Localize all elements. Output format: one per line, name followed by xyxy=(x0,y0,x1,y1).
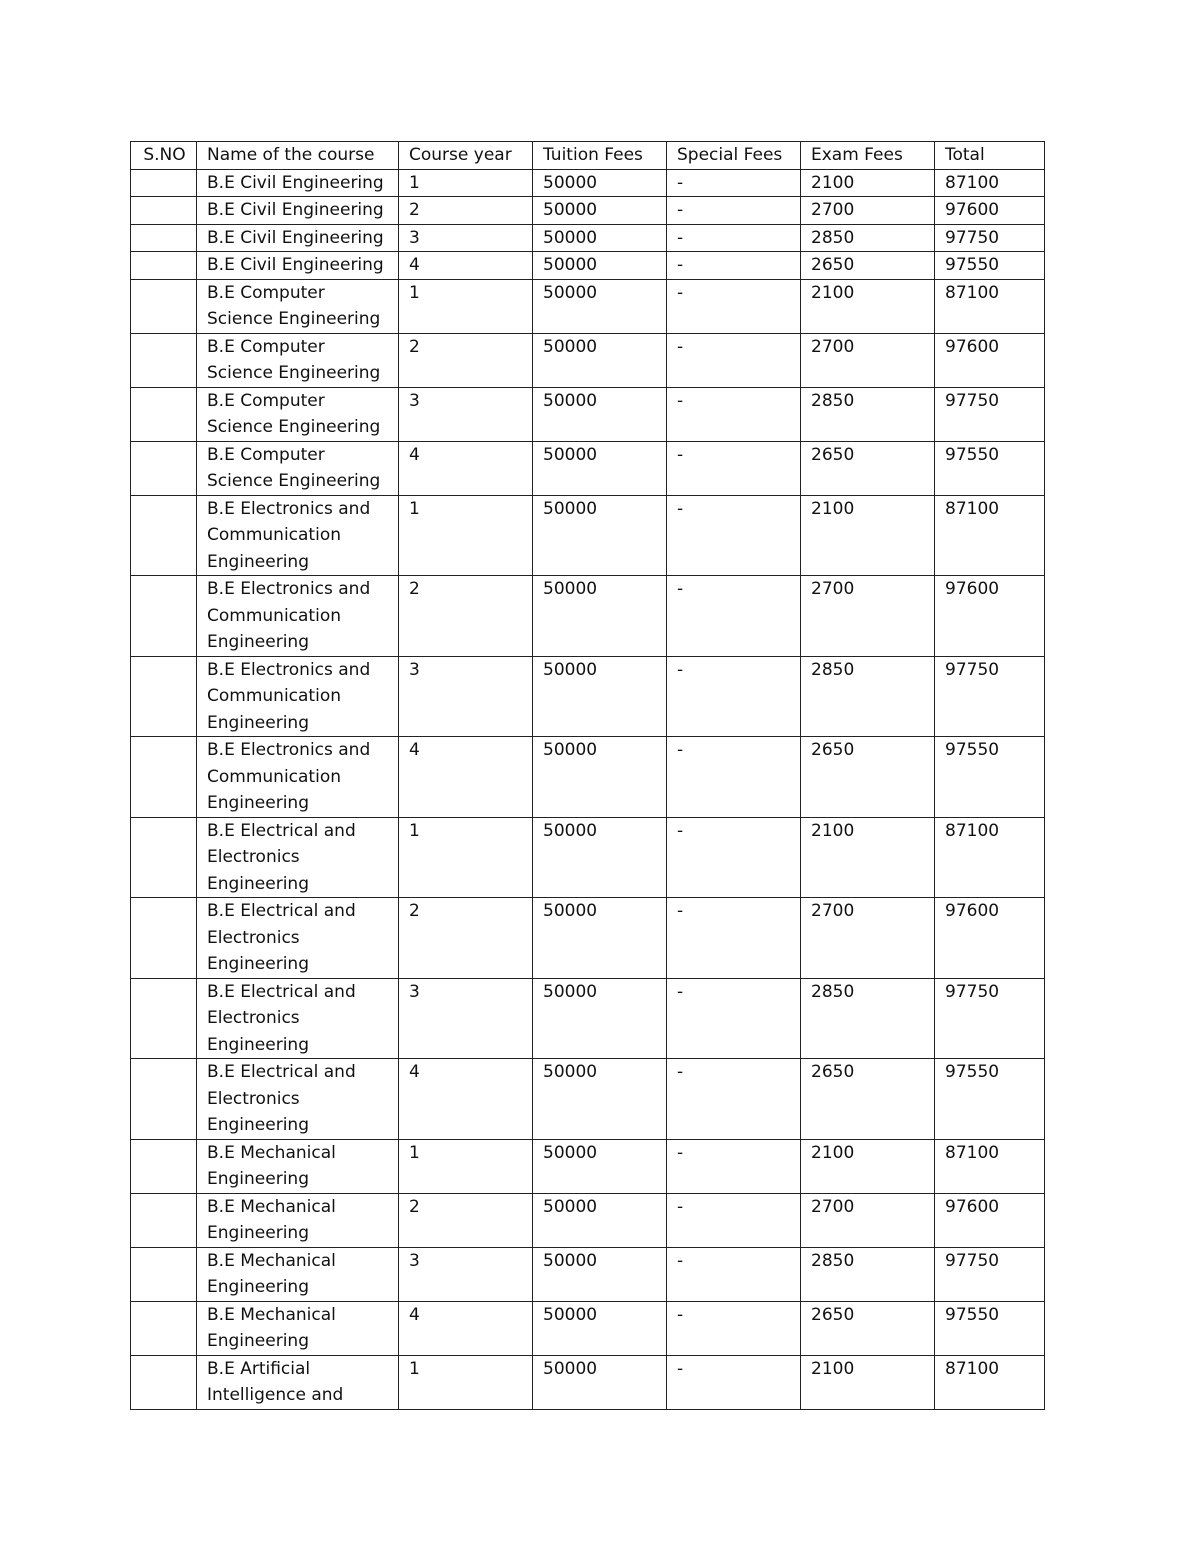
cell-course-name: B.E Electronics and Communication Engineering xyxy=(197,495,399,576)
table-row xyxy=(131,978,1045,1059)
cell-sno xyxy=(131,252,197,280)
cell-exam-fees: 2850 xyxy=(801,224,935,252)
cell-sno xyxy=(131,495,197,576)
table-row xyxy=(131,1193,1045,1247)
table-body xyxy=(131,169,1045,1409)
cell-total: 97550 xyxy=(935,441,1045,495)
cell-total: 87100 xyxy=(935,495,1045,576)
cell-sno xyxy=(131,898,197,979)
table-row xyxy=(131,1247,1045,1301)
cell-sno xyxy=(131,441,197,495)
cell-course-year: 1 xyxy=(399,169,533,197)
cell-course-year: 1 xyxy=(399,1355,533,1409)
cell-course-name: B.E Civil Engineering xyxy=(197,197,399,225)
cell-tuition-fees: 50000 xyxy=(533,1059,667,1140)
cell-course-name: B.E Mechanical Engineering xyxy=(197,1301,399,1355)
table-row xyxy=(131,197,1045,225)
table-row xyxy=(131,737,1045,818)
cell-tuition-fees: 50000 xyxy=(533,978,667,1059)
cell-special-fees: - xyxy=(667,279,801,333)
cell-special-fees: - xyxy=(667,817,801,898)
cell-course-year: 3 xyxy=(399,656,533,737)
cell-exam-fees: 2700 xyxy=(801,333,935,387)
cell-sno xyxy=(131,224,197,252)
cell-course-name: B.E Computer Science Engineering xyxy=(197,333,399,387)
cell-tuition-fees: 50000 xyxy=(533,333,667,387)
cell-course-year: 4 xyxy=(399,737,533,818)
cell-total: 97600 xyxy=(935,197,1045,225)
cell-course-name: B.E Electronics and Communication Engineering xyxy=(197,737,399,818)
cell-exam-fees: 2650 xyxy=(801,1059,935,1140)
cell-course-name: B.E Electrical and Electronics Engineering xyxy=(197,817,399,898)
cell-total: 97750 xyxy=(935,1247,1045,1301)
header-sno: S.NO xyxy=(131,142,197,170)
cell-total: 97750 xyxy=(935,387,1045,441)
cell-total: 97600 xyxy=(935,1193,1045,1247)
cell-course-name: B.E Computer Science Engineering xyxy=(197,441,399,495)
cell-total: 97750 xyxy=(935,978,1045,1059)
header-course-year: Course year xyxy=(399,142,533,170)
table-row xyxy=(131,279,1045,333)
cell-special-fees: - xyxy=(667,169,801,197)
cell-total: 97550 xyxy=(935,1059,1045,1140)
cell-special-fees: - xyxy=(667,224,801,252)
cell-course-name: B.E Civil Engineering xyxy=(197,224,399,252)
cell-course-name: B.E Mechanical Engineering xyxy=(197,1247,399,1301)
cell-exam-fees: 2100 xyxy=(801,817,935,898)
cell-course-year: 2 xyxy=(399,333,533,387)
cell-course-year: 4 xyxy=(399,1301,533,1355)
cell-tuition-fees: 50000 xyxy=(533,898,667,979)
cell-total: 97550 xyxy=(935,1301,1045,1355)
cell-course-year: 1 xyxy=(399,495,533,576)
cell-sno xyxy=(131,1247,197,1301)
cell-total: 97750 xyxy=(935,656,1045,737)
cell-tuition-fees: 50000 xyxy=(533,197,667,225)
cell-special-fees: - xyxy=(667,1059,801,1140)
fees-table xyxy=(130,141,1045,1410)
table-row xyxy=(131,224,1045,252)
cell-tuition-fees: 50000 xyxy=(533,1247,667,1301)
cell-course-year: 2 xyxy=(399,197,533,225)
cell-special-fees: - xyxy=(667,1247,801,1301)
cell-tuition-fees: 50000 xyxy=(533,169,667,197)
cell-total: 97600 xyxy=(935,576,1045,657)
cell-course-year: 3 xyxy=(399,387,533,441)
cell-exam-fees: 2850 xyxy=(801,978,935,1059)
cell-course-name: B.E Artificial Intelligence and xyxy=(197,1355,399,1409)
cell-special-fees: - xyxy=(667,737,801,818)
cell-sno xyxy=(131,333,197,387)
table-row xyxy=(131,1059,1045,1140)
cell-course-name: B.E Mechanical Engineering xyxy=(197,1139,399,1193)
cell-course-name: B.E Computer Science Engineering xyxy=(197,387,399,441)
table-row xyxy=(131,898,1045,979)
cell-course-year: 1 xyxy=(399,817,533,898)
cell-tuition-fees: 50000 xyxy=(533,737,667,818)
cell-course-year: 4 xyxy=(399,252,533,280)
cell-tuition-fees: 50000 xyxy=(533,1139,667,1193)
table-row xyxy=(131,387,1045,441)
table-row xyxy=(131,495,1045,576)
cell-course-year: 2 xyxy=(399,1193,533,1247)
table-row xyxy=(131,1355,1045,1409)
cell-course-year: 3 xyxy=(399,978,533,1059)
cell-special-fees: - xyxy=(667,441,801,495)
cell-exam-fees: 2650 xyxy=(801,441,935,495)
table-row xyxy=(131,817,1045,898)
cell-special-fees: - xyxy=(667,333,801,387)
cell-tuition-fees: 50000 xyxy=(533,441,667,495)
cell-special-fees: - xyxy=(667,1139,801,1193)
table-row xyxy=(131,656,1045,737)
cell-tuition-fees: 50000 xyxy=(533,1193,667,1247)
cell-sno xyxy=(131,1301,197,1355)
cell-course-year: 4 xyxy=(399,1059,533,1140)
cell-total: 87100 xyxy=(935,279,1045,333)
cell-exam-fees: 2100 xyxy=(801,495,935,576)
cell-course-year: 3 xyxy=(399,1247,533,1301)
cell-sno xyxy=(131,1193,197,1247)
cell-sno xyxy=(131,656,197,737)
header-total: Total xyxy=(935,142,1045,170)
table-row xyxy=(131,169,1045,197)
cell-special-fees: - xyxy=(667,656,801,737)
cell-course-year: 2 xyxy=(399,576,533,657)
cell-course-name: B.E Electrical and Electronics Engineering xyxy=(197,978,399,1059)
cell-course-name: B.E Civil Engineering xyxy=(197,169,399,197)
cell-sno xyxy=(131,279,197,333)
cell-tuition-fees: 50000 xyxy=(533,656,667,737)
table-row xyxy=(131,576,1045,657)
cell-exam-fees: 2650 xyxy=(801,252,935,280)
cell-total: 87100 xyxy=(935,169,1045,197)
cell-exam-fees: 2100 xyxy=(801,169,935,197)
cell-course-name: B.E Mechanical Engineering xyxy=(197,1193,399,1247)
cell-course-year: 4 xyxy=(399,441,533,495)
cell-exam-fees: 2100 xyxy=(801,279,935,333)
cell-course-name: B.E Computer Science Engineering xyxy=(197,279,399,333)
table-row xyxy=(131,333,1045,387)
cell-tuition-fees: 50000 xyxy=(533,1355,667,1409)
cell-sno xyxy=(131,737,197,818)
cell-exam-fees: 2100 xyxy=(801,1139,935,1193)
cell-sno xyxy=(131,1059,197,1140)
cell-special-fees: - xyxy=(667,387,801,441)
table-row xyxy=(131,1301,1045,1355)
cell-exam-fees: 2700 xyxy=(801,197,935,225)
cell-special-fees: - xyxy=(667,1355,801,1409)
cell-course-name: B.E Electronics and Communication Engineering xyxy=(197,576,399,657)
cell-sno xyxy=(131,576,197,657)
cell-tuition-fees: 50000 xyxy=(533,224,667,252)
cell-exam-fees: 2850 xyxy=(801,387,935,441)
cell-sno xyxy=(131,1355,197,1409)
cell-exam-fees: 2700 xyxy=(801,898,935,979)
cell-special-fees: - xyxy=(667,978,801,1059)
cell-special-fees: - xyxy=(667,197,801,225)
table-row xyxy=(131,252,1045,280)
cell-special-fees: - xyxy=(667,252,801,280)
cell-total: 97600 xyxy=(935,898,1045,979)
cell-sno xyxy=(131,1139,197,1193)
table-header-row xyxy=(131,142,1045,170)
cell-sno xyxy=(131,197,197,225)
cell-total: 87100 xyxy=(935,1139,1045,1193)
cell-course-year: 1 xyxy=(399,1139,533,1193)
cell-sno xyxy=(131,978,197,1059)
cell-tuition-fees: 50000 xyxy=(533,576,667,657)
cell-exam-fees: 2100 xyxy=(801,1355,935,1409)
cell-total: 87100 xyxy=(935,1355,1045,1409)
cell-special-fees: - xyxy=(667,898,801,979)
cell-course-year: 1 xyxy=(399,279,533,333)
cell-special-fees: - xyxy=(667,1301,801,1355)
cell-total: 97550 xyxy=(935,252,1045,280)
cell-tuition-fees: 50000 xyxy=(533,252,667,280)
cell-exam-fees: 2700 xyxy=(801,576,935,657)
cell-exam-fees: 2650 xyxy=(801,737,935,818)
cell-course-name: B.E Electrical and Electronics Engineering xyxy=(197,898,399,979)
cell-exam-fees: 2850 xyxy=(801,1247,935,1301)
cell-tuition-fees: 50000 xyxy=(533,387,667,441)
cell-course-name: B.E Electrical and Electronics Engineering xyxy=(197,1059,399,1140)
cell-total: 97750 xyxy=(935,224,1045,252)
table-row xyxy=(131,441,1045,495)
cell-total: 87100 xyxy=(935,817,1045,898)
cell-tuition-fees: 50000 xyxy=(533,1301,667,1355)
cell-exam-fees: 2650 xyxy=(801,1301,935,1355)
cell-course-name: B.E Civil Engineering xyxy=(197,252,399,280)
cell-total: 97600 xyxy=(935,333,1045,387)
table-row xyxy=(131,1139,1045,1193)
cell-sno xyxy=(131,169,197,197)
header-course-name: Name of the course xyxy=(197,142,399,170)
cell-course-year: 3 xyxy=(399,224,533,252)
cell-sno xyxy=(131,387,197,441)
cell-tuition-fees: 50000 xyxy=(533,495,667,576)
cell-special-fees: - xyxy=(667,576,801,657)
cell-sno xyxy=(131,817,197,898)
cell-exam-fees: 2700 xyxy=(801,1193,935,1247)
cell-course-year: 2 xyxy=(399,898,533,979)
cell-tuition-fees: 50000 xyxy=(533,817,667,898)
header-exam-fees: Exam Fees xyxy=(801,142,935,170)
cell-special-fees: - xyxy=(667,495,801,576)
cell-course-name: B.E Electronics and Communication Engineering xyxy=(197,656,399,737)
cell-total: 97550 xyxy=(935,737,1045,818)
cell-exam-fees: 2850 xyxy=(801,656,935,737)
header-tuition-fees: Tuition Fees xyxy=(533,142,667,170)
header-special-fees: Special Fees xyxy=(667,142,801,170)
cell-special-fees: - xyxy=(667,1193,801,1247)
cell-tuition-fees: 50000 xyxy=(533,279,667,333)
